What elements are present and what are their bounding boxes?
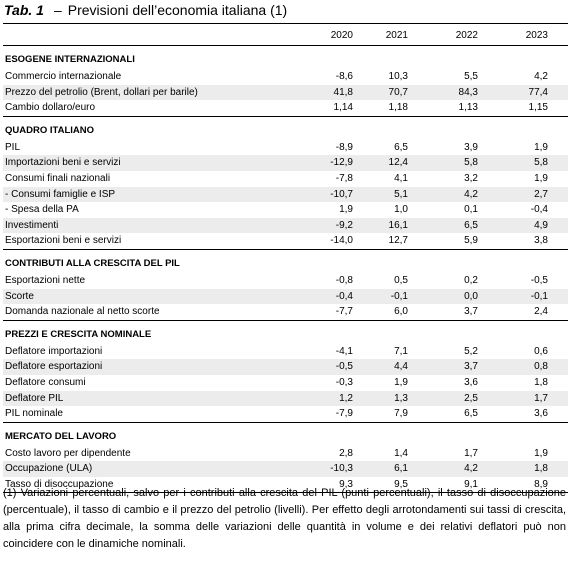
value-cell: 5,1 — [380, 187, 450, 203]
section-header-row — [3, 325, 568, 344]
year-header: 2022 — [450, 27, 520, 46]
value-cell: 1,4 — [394, 447, 408, 459]
value-cell: 6,5 — [450, 218, 520, 234]
value-cell: -7,8 — [335, 172, 353, 184]
value-cell: -9,2 — [264, 218, 380, 234]
value-cell: 1,8 — [534, 376, 548, 388]
year-header: 2021 — [380, 27, 450, 46]
table-row — [3, 461, 568, 477]
title-dash: – — [53, 2, 62, 18]
row-label: Prezzo del petrolio (Brent, dollari per barile) — [3, 85, 264, 101]
value-cell: -0,5 — [264, 359, 380, 375]
table-row — [3, 344, 568, 360]
value-cell: -0,5 — [530, 274, 548, 286]
row-label: Esportazioni nette — [5, 274, 86, 286]
forecast-table — [3, 27, 568, 493]
value-cell: -8,6 — [335, 71, 353, 82]
value-cell: 12,4 — [380, 155, 450, 171]
value-cell: 1,9 — [534, 447, 548, 459]
section-header-row — [3, 121, 568, 140]
value-cell: -0,8 — [335, 274, 353, 286]
value-cell: -0,4 — [264, 289, 380, 305]
value-cell: 6,1 — [380, 461, 450, 477]
value-cell: 1,9 — [534, 172, 548, 184]
value-cell: -0,4 — [530, 204, 548, 216]
value-cell: 1,9 — [394, 376, 408, 388]
value-cell: 5,9 — [450, 233, 520, 249]
value-cell: -12,9 — [264, 155, 380, 171]
row-label: PIL nominale — [3, 406, 264, 422]
header-label-cell — [3, 27, 264, 46]
table-title — [4, 1, 287, 19]
value-cell: 3,2 — [464, 172, 478, 184]
value-cell: 1,18 — [380, 100, 450, 116]
section-header: QUADRO ITALIANO — [5, 124, 95, 136]
section-header: MERCATO DEL LAVORO — [5, 430, 117, 442]
value-cell: 7,9 — [380, 406, 450, 422]
table-row — [3, 155, 568, 171]
row-label: - Consumi famiglie e ISP — [3, 187, 264, 203]
table-row — [3, 289, 568, 305]
value-cell: 1,14 — [264, 100, 380, 116]
table-row — [3, 140, 568, 156]
row-label: - Spesa della PA — [5, 204, 79, 216]
value-cell: 3,6 — [520, 406, 568, 422]
value-cell: 0,1 — [464, 204, 478, 216]
table-row — [3, 273, 568, 289]
value-cell: 6,5 — [394, 141, 408, 153]
table-row — [3, 85, 568, 101]
value-cell: 3,7 — [450, 304, 520, 320]
value-cell: 0,8 — [520, 359, 568, 375]
row-label: Deflatore consumi — [5, 376, 86, 388]
year-header: 2023 — [520, 27, 568, 46]
table-row — [3, 446, 568, 462]
row-label: Scorte — [3, 289, 264, 305]
table-row — [3, 304, 568, 320]
table-row — [3, 202, 568, 218]
value-cell: 5,5 — [464, 71, 478, 82]
row-label: Importazioni beni e servizi — [3, 155, 264, 171]
row-label: Esportazioni beni e servizi — [3, 233, 264, 249]
value-cell: -0,3 — [335, 376, 353, 388]
table-row — [3, 100, 568, 116]
value-cell: 6,0 — [380, 304, 450, 320]
section-header-row — [3, 50, 568, 69]
table-title-text: Previsioni dell’economia italiana (1) — [67, 2, 288, 18]
value-cell: 10,3 — [388, 71, 408, 82]
value-cell: 3,8 — [520, 233, 568, 249]
value-cell: -7,9 — [264, 406, 380, 422]
value-cell: -4,1 — [335, 345, 353, 357]
row-label: Deflatore esportazioni — [3, 359, 264, 375]
value-cell: 2,7 — [520, 187, 568, 203]
value-cell: 2,8 — [339, 447, 353, 459]
value-cell: 9,3 — [264, 477, 380, 493]
value-cell: 70,7 — [380, 85, 450, 101]
value-cell: -7,7 — [264, 304, 380, 320]
value-cell: 7,1 — [394, 345, 408, 357]
section-header: PREZZI E CRESCITA NOMINALE — [5, 328, 152, 340]
row-label: Commercio internazionale — [5, 71, 122, 82]
value-cell: -0,1 — [520, 289, 568, 305]
table-number: Tab. 1 — [4, 2, 44, 18]
value-cell: 5,8 — [520, 155, 568, 171]
value-cell: 4,2 — [450, 461, 520, 477]
value-cell: -0,1 — [380, 289, 450, 305]
value-cell: 12,7 — [380, 233, 450, 249]
value-cell: -10,7 — [264, 187, 380, 203]
table-row — [3, 187, 568, 203]
value-cell: 16,1 — [380, 218, 450, 234]
table-row — [3, 171, 568, 187]
section-header: CONTRIBUTI ALLA CRESCITA DEL PIL — [5, 257, 180, 269]
value-cell: 4,2 — [534, 71, 548, 82]
row-label: Tasso di disoccupazione — [3, 477, 264, 493]
value-cell: 0,2 — [464, 274, 478, 286]
row-label: PIL — [5, 141, 21, 153]
value-cell: 2,5 — [450, 391, 520, 407]
value-cell: 0,0 — [450, 289, 520, 305]
footnote: (1) Variazioni percentuali, salvo per i contributi alla crescita del PIL (punti percentuali), il tasso di disoccupazione (percentuale), il tasso di cambio e il prezzo del petrolio (livelli). Per effetto degli arrotondamenti sui tassi di crescita, alla prima cifra decimale, la somma delle variazioni delle quantità in volume e dei relativi deflatori può non coincidere con le dinamiche nominali. — [3, 487, 566, 550]
value-cell: 1,0 — [394, 204, 408, 216]
row-label: Cambio dollaro/euro — [3, 100, 264, 116]
table-row — [3, 218, 568, 234]
value-cell: 1,3 — [380, 391, 450, 407]
value-cell: 8,9 — [520, 477, 568, 493]
value-cell: -8,9 — [335, 141, 353, 153]
row-label: Investimenti — [3, 218, 264, 234]
value-cell: 9,5 — [380, 477, 450, 493]
table-row — [3, 406, 568, 422]
value-cell: 84,3 — [450, 85, 520, 101]
value-cell: 41,8 — [264, 85, 380, 101]
value-cell: 1,9 — [339, 204, 353, 216]
year-header: 2020 — [264, 27, 380, 46]
row-label: Deflatore importazioni — [5, 345, 103, 357]
forecast-table-body — [3, 27, 568, 493]
value-cell: 5,2 — [464, 345, 478, 357]
value-cell: 0,5 — [394, 274, 408, 286]
value-cell: 1,2 — [264, 391, 380, 407]
value-cell: 2,4 — [520, 304, 568, 320]
row-label: Costo lavoro per dipendente — [5, 447, 131, 459]
row-label: Domanda nazionale al netto scorte — [3, 304, 264, 320]
value-cell: 1,13 — [450, 100, 520, 116]
table-row — [3, 375, 568, 391]
value-cell: 4,9 — [520, 218, 568, 234]
section-header-row — [3, 254, 568, 273]
value-cell: 1,8 — [520, 461, 568, 477]
value-cell: -10,3 — [264, 461, 380, 477]
value-cell: 3,6 — [464, 376, 478, 388]
section-header: ESOGENE INTERNAZIONALI — [5, 54, 135, 65]
value-cell: 6,5 — [450, 406, 520, 422]
value-cell: 1,7 — [464, 447, 478, 459]
section-header-row — [3, 427, 568, 446]
table-row — [3, 391, 568, 407]
table-row — [3, 359, 568, 375]
value-cell: 4,4 — [380, 359, 450, 375]
value-cell: 1,15 — [520, 100, 568, 116]
value-cell: 1,9 — [534, 141, 548, 153]
value-cell: -14,0 — [264, 233, 380, 249]
row-label: Consumi finali nazionali — [5, 172, 111, 184]
table-row — [3, 233, 568, 249]
value-cell: 4,2 — [450, 187, 520, 203]
value-cell: 4,1 — [394, 172, 408, 184]
value-cell: 0,6 — [534, 345, 548, 357]
value-cell: 3,9 — [464, 141, 478, 153]
top-rule — [3, 23, 568, 24]
year-header-row — [3, 27, 568, 46]
table-row — [3, 69, 568, 85]
row-label: Occupazione (ULA) — [3, 461, 264, 477]
value-cell: 9,1 — [450, 477, 520, 493]
value-cell: 3,7 — [450, 359, 520, 375]
value-cell: 77,4 — [520, 85, 568, 101]
value-cell: 5,8 — [450, 155, 520, 171]
row-label: Deflatore PIL — [3, 391, 264, 407]
value-cell: 1,7 — [520, 391, 568, 407]
